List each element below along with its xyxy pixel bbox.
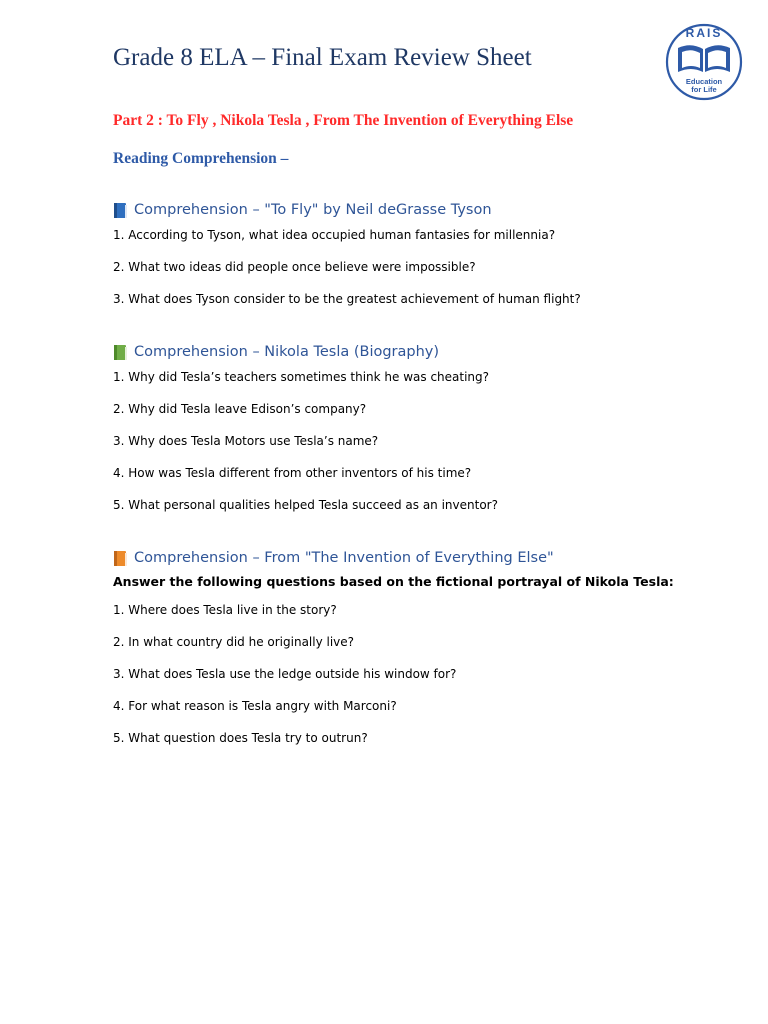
section-invention-of-everything-else (113, 547, 674, 761)
section-to-fly (113, 199, 581, 322)
logo-name: RAIS (685, 26, 723, 40)
question-item: 3. Why does Tesla Motors use Tesla’s name? (113, 434, 379, 448)
question-list (113, 368, 498, 528)
question-item: 3. What does Tyson consider to be the greatest achievement of human flight? (113, 292, 581, 306)
question-item: 1. According to Tyson, what idea occupied human fantasies for millennia? (113, 228, 556, 242)
section-heading-text: Comprehension – Nikola Tesla (Biography) (134, 344, 440, 360)
orange-book-icon (113, 550, 128, 567)
question-item: 2. In what country did he originally live? (113, 635, 355, 649)
section-heading-text: Comprehension – "To Fly" by Neil deGrasse Tyson (134, 202, 492, 218)
section-heading (113, 547, 674, 569)
reading-comprehension-heading: Reading Comprehension – (113, 150, 289, 167)
question-item: 3. What does Tesla use the ledge outside his window for? (113, 667, 457, 681)
blue-book-icon (113, 202, 128, 219)
page-title: Grade 8 ELA – Final Exam Review Sheet (113, 44, 532, 71)
section-heading (113, 199, 581, 221)
question-item: 5. What personal qualities helped Tesla succeed as an inventor? (113, 498, 498, 512)
rais-logo (664, 22, 744, 102)
question-item: 1. Where does Tesla live in the story? (113, 603, 337, 617)
section-nikola-tesla-biography (113, 341, 498, 528)
question-list (113, 601, 674, 761)
logo-tagline-line1: Education (685, 77, 723, 86)
part-title: Part 2 : To Fly , Nikola Tesla , From The Invention of Everything Else (113, 112, 574, 129)
question-item: 4. How was Tesla different from other inventors of his time? (113, 466, 472, 480)
question-item: 5. What question does Tesla try to outrun? (113, 731, 368, 745)
question-item: 4. For what reason is Tesla angry with Marconi? (113, 699, 397, 713)
logo-tagline-line2: for Life (691, 85, 717, 94)
section-heading (113, 341, 498, 363)
question-item: 2. What two ideas did people once believe were impossible? (113, 260, 476, 274)
question-item: 2. Why did Tesla leave Edison’s company? (113, 402, 367, 416)
question-item: 1. Why did Tesla’s teachers sometimes think he was cheating? (113, 370, 490, 384)
question-list (113, 226, 581, 322)
section-instruction: Answer the following questions based on the fictional portrayal of Nikola Tesla: (113, 574, 674, 589)
section-heading-text: Comprehension – From "The Invention of Everything Else" (134, 550, 554, 566)
green-book-icon (113, 344, 128, 361)
